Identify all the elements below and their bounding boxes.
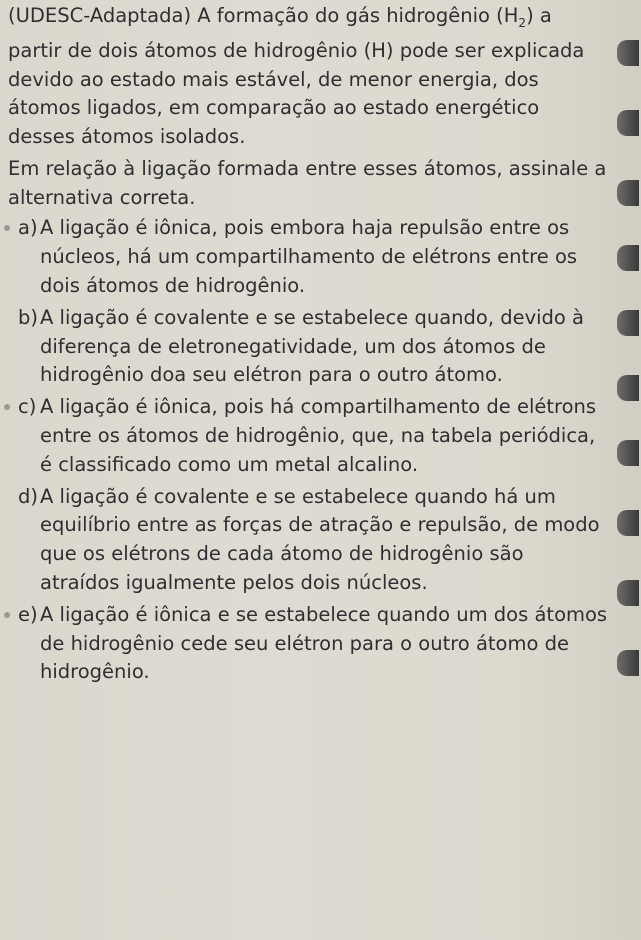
binding-ring: [617, 375, 639, 401]
alternative-letter: d): [18, 484, 38, 508]
alternative-e[interactable]: [8, 601, 608, 687]
question-stem: [8, 2, 608, 151]
pencil-mark: [4, 225, 10, 231]
binding-ring: [617, 40, 639, 66]
alternative-text: A ligação é iônica e se estabelece quando um dos átomos de hidrogênio cede seu elétron para o outro átomo de hidrogênio.: [40, 602, 608, 684]
stem-text-2: ) a partir de dois átomos de hidrogênio (H) pode ser explicada devido ao estado mais estável, de menor energia, dos átomos ligados, em comparação ao estado energético desses átomos isolados.: [8, 4, 585, 148]
binding-ring: [617, 310, 639, 336]
alternative-text: A ligação é covalente e se estabelece quando há um equilíbrio entre as forças de atração e repulsão, de modo que os elétrons de cada átomo de hidrogênio são atraídos igualmente pelos dois núcleos.: [40, 484, 600, 594]
binding-ring: [617, 580, 639, 606]
spiral-binding: [613, 20, 641, 700]
alternative-letter: e): [18, 602, 38, 626]
stem-text-1: (UDESC-Adaptada) A formação do gás hidrogênio (H: [8, 4, 519, 27]
binding-ring: [617, 180, 639, 206]
alternative-text: A ligação é covalente e se estabelece quando, devido à diferença de eletronegatividade, um dos átomos de hidrogênio doa seu elétron para o outro átomo.: [40, 305, 585, 387]
alternative-text: A ligação é iônica, pois há compartilhamento de elétrons entre os átomos de hidrogênio, que, na tabela periódica, é classificado como um metal alcalino.: [40, 395, 597, 476]
question-instruction: Em relação à ligação formada entre esses átomos, assinale a alternativa correta.: [8, 157, 607, 209]
binding-ring: [617, 440, 639, 466]
pencil-mark: [4, 404, 10, 410]
alternative-letter: b): [18, 305, 38, 329]
stem-subscript: 2: [518, 15, 527, 30]
binding-ring: [617, 650, 639, 676]
binding-ring: [617, 510, 639, 536]
alternative-text: A ligação é iônica, pois embora haja repulsão entre os núcleos, há um compartilhamento de elétrons entre os dois átomos de hidrogênio.: [40, 216, 578, 297]
binding-ring: [617, 110, 639, 136]
alternative-b[interactable]: [8, 304, 608, 390]
question-block: [8, 2, 608, 690]
alternative-c[interactable]: [8, 393, 608, 479]
alternative-letter: c): [18, 395, 37, 419]
pencil-mark: [4, 612, 10, 618]
binding-ring: [617, 245, 639, 271]
alternative-letter: a): [18, 216, 38, 240]
alternative-d[interactable]: [8, 483, 608, 598]
alternative-a[interactable]: [8, 214, 608, 300]
